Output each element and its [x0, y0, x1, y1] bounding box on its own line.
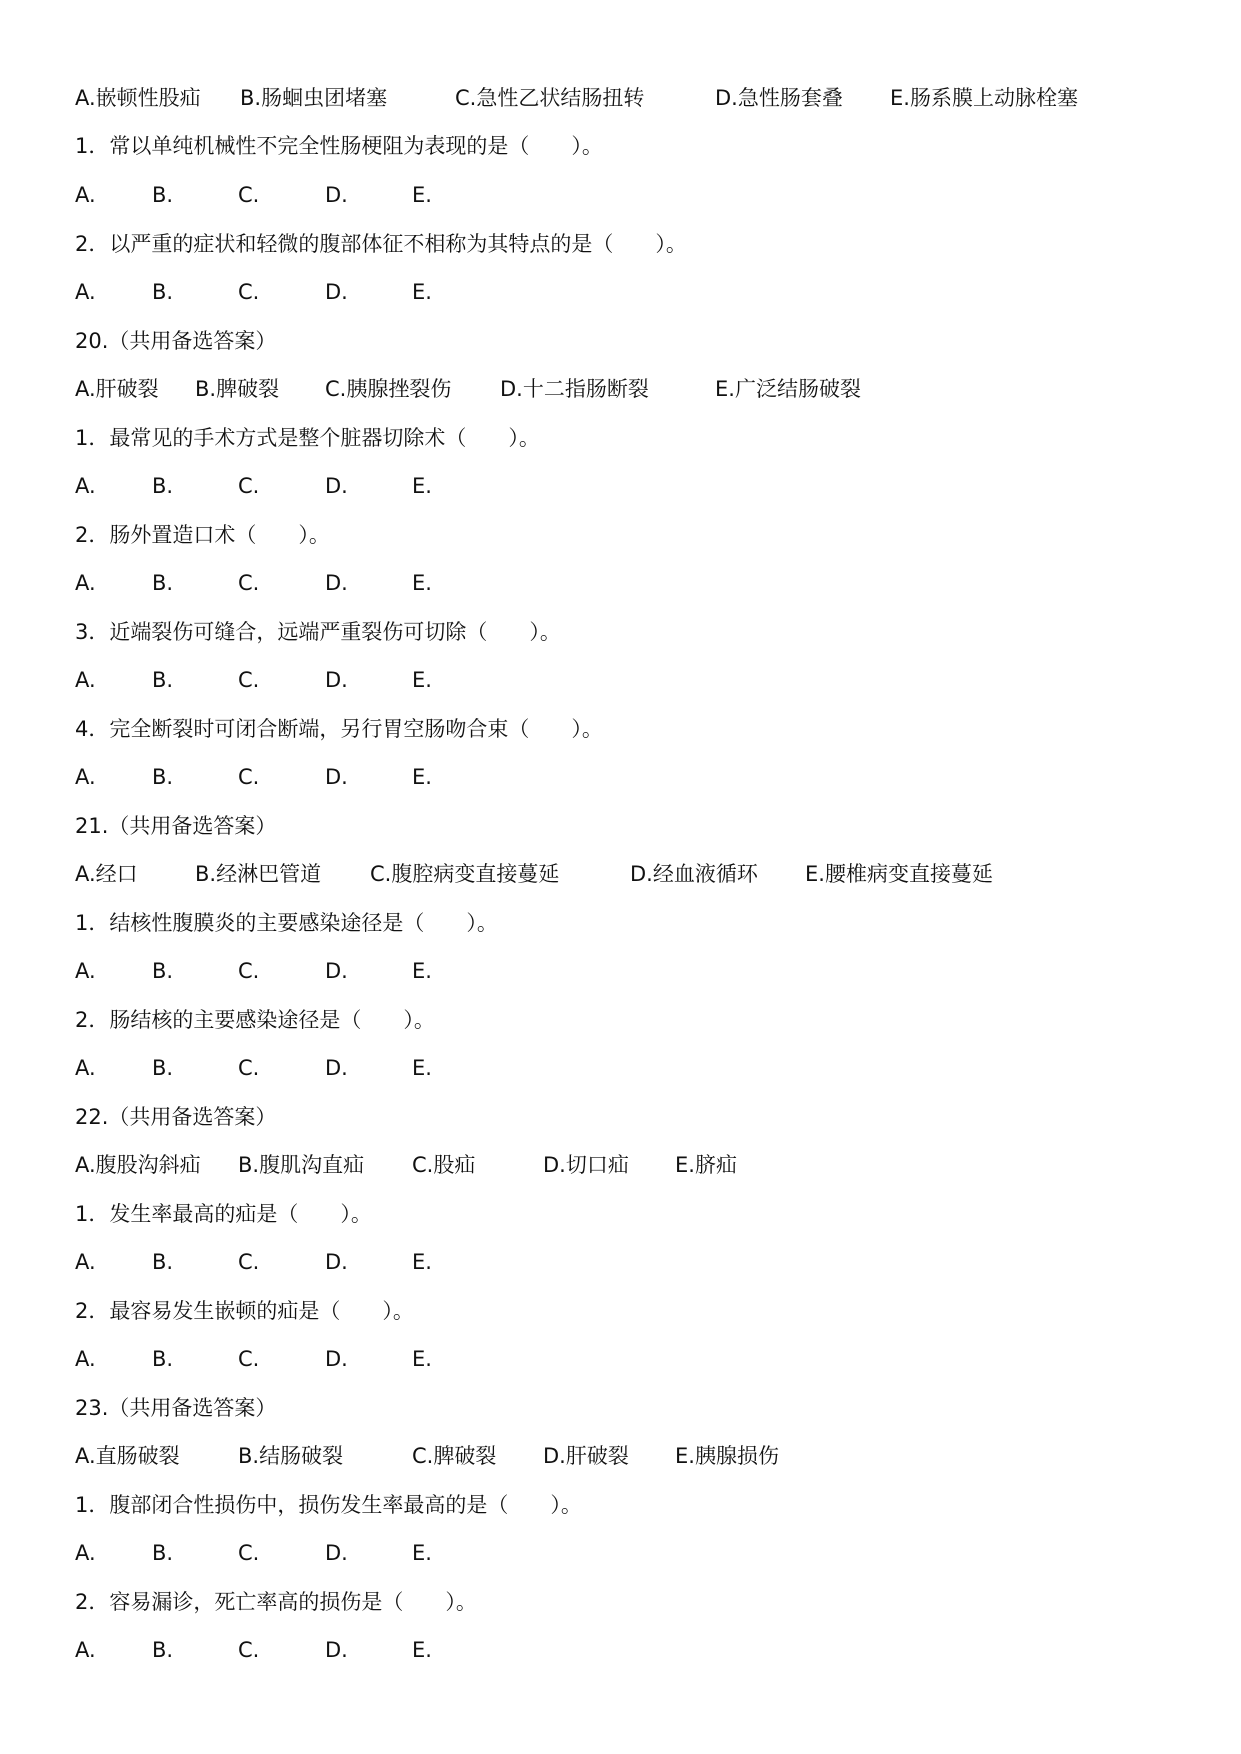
- choice-b[interactable]: B.: [152, 280, 174, 304]
- choice-d[interactable]: D.: [325, 959, 348, 983]
- choice-a[interactable]: A.: [75, 1638, 96, 1662]
- choice-b[interactable]: B.: [152, 1056, 174, 1080]
- choice-c[interactable]: C.: [238, 280, 260, 304]
- choice-e[interactable]: E.: [412, 1541, 432, 1565]
- choice-e[interactable]: E.: [412, 1056, 432, 1080]
- choice-e[interactable]: E.: [412, 474, 432, 498]
- choice-d[interactable]: D.: [325, 668, 348, 692]
- question-text: 1．结核性腹膜炎的主要感染途径是（ ）。: [75, 911, 498, 935]
- question-text: 1．发生率最高的疝是（ ）。: [75, 1202, 372, 1226]
- option-c: C.急性乙状结肠扭转: [455, 86, 645, 110]
- choice-a[interactable]: A.: [75, 765, 96, 789]
- choice-c[interactable]: C.: [238, 1541, 260, 1565]
- choice-c[interactable]: C.: [238, 959, 260, 983]
- option-b: B.脾破裂: [195, 377, 280, 401]
- choice-b[interactable]: B.: [152, 1347, 174, 1371]
- choice-d[interactable]: D.: [325, 571, 348, 595]
- option-d: D.肝破裂: [543, 1444, 629, 1468]
- option-b: B.经淋巴管道: [195, 862, 322, 886]
- option-e: E.脐疝: [675, 1153, 737, 1177]
- choice-e[interactable]: E.: [412, 765, 432, 789]
- choice-d[interactable]: D.: [325, 765, 348, 789]
- choice-a[interactable]: A.: [75, 1541, 96, 1565]
- choice-a[interactable]: A.: [75, 1056, 96, 1080]
- choice-c[interactable]: C.: [238, 1638, 260, 1662]
- choice-b[interactable]: B.: [152, 668, 174, 692]
- choice-a[interactable]: A.: [75, 1347, 96, 1371]
- choice-b[interactable]: B.: [152, 1250, 174, 1274]
- choice-d[interactable]: D.: [325, 1250, 348, 1274]
- choice-b[interactable]: B.: [152, 183, 174, 207]
- question-text: 4．完全断裂时可闭合断端，另行胃空肠吻合束（ ）。: [75, 717, 603, 741]
- option-d: D.十二指肠断裂: [500, 377, 649, 401]
- option-d: D.经血液循环: [630, 862, 758, 886]
- option-c: C.腹腔病变直接蔓延: [370, 862, 560, 886]
- choice-a[interactable]: A.: [75, 280, 96, 304]
- option-c: C.脾破裂: [412, 1444, 497, 1468]
- choice-e[interactable]: E.: [412, 280, 432, 304]
- option-c: C.股疝: [412, 1153, 476, 1177]
- question-text: 1．腹部闭合性损伤中，损伤发生率最高的是（ ）。: [75, 1493, 582, 1517]
- option-c: C.胰腺挫裂伤: [325, 377, 452, 401]
- choice-a[interactable]: A.: [75, 474, 96, 498]
- block-header: 23.（共用备选答案）: [75, 1396, 277, 1420]
- option-b: B.腹肌沟直疝: [238, 1153, 365, 1177]
- choice-e[interactable]: E.: [412, 668, 432, 692]
- question-text: 2．肠外置造口术（ ）。: [75, 523, 330, 547]
- question-text: 2．最容易发生嵌顿的疝是（ ）。: [75, 1299, 414, 1323]
- option-e: E.肠系膜上动脉栓塞: [890, 86, 1078, 110]
- question-text: 1．最常见的手术方式是整个脏器切除术（ ）。: [75, 426, 540, 450]
- choice-a[interactable]: A.: [75, 959, 96, 983]
- choice-b[interactable]: B.: [152, 1541, 174, 1565]
- choice-c[interactable]: C.: [238, 765, 260, 789]
- choice-c[interactable]: C.: [238, 1056, 260, 1080]
- choice-b[interactable]: B.: [152, 571, 174, 595]
- option-a: A.直肠破裂: [75, 1444, 180, 1468]
- choice-d[interactable]: D.: [325, 183, 348, 207]
- choice-c[interactable]: C.: [238, 668, 260, 692]
- option-b: B.肠蛔虫团堵塞: [240, 86, 388, 110]
- choice-d[interactable]: D.: [325, 474, 348, 498]
- choice-c[interactable]: C.: [238, 474, 260, 498]
- choice-e[interactable]: E.: [412, 183, 432, 207]
- choice-a[interactable]: A.: [75, 1250, 96, 1274]
- choice-c[interactable]: C.: [238, 183, 260, 207]
- choice-c[interactable]: C.: [238, 1347, 260, 1371]
- choice-e[interactable]: E.: [412, 1250, 432, 1274]
- choice-d[interactable]: D.: [325, 1056, 348, 1080]
- choice-b[interactable]: B.: [152, 1638, 174, 1662]
- choice-b[interactable]: B.: [152, 765, 174, 789]
- option-b: B.结肠破裂: [238, 1444, 344, 1468]
- choice-c[interactable]: C.: [238, 571, 260, 595]
- choice-e[interactable]: E.: [412, 959, 432, 983]
- option-d: D.切口疝: [543, 1153, 629, 1177]
- choice-b[interactable]: B.: [152, 959, 174, 983]
- option-e: E.腰椎病变直接蔓延: [805, 862, 993, 886]
- choice-a[interactable]: A.: [75, 183, 96, 207]
- option-a: A.嵌顿性股疝: [75, 86, 201, 110]
- choice-d[interactable]: D.: [325, 1347, 348, 1371]
- question-text: 2．肠结核的主要感染途径是（ ）。: [75, 1008, 435, 1032]
- choice-e[interactable]: E.: [412, 1638, 432, 1662]
- choice-d[interactable]: D.: [325, 1638, 348, 1662]
- choice-a[interactable]: A.: [75, 668, 96, 692]
- option-a: A.肝破裂: [75, 377, 159, 401]
- option-d: D.急性肠套叠: [715, 86, 843, 110]
- choice-d[interactable]: D.: [325, 1541, 348, 1565]
- choice-e[interactable]: E.: [412, 571, 432, 595]
- choice-b[interactable]: B.: [152, 474, 174, 498]
- block-header: 21.（共用备选答案）: [75, 814, 277, 838]
- option-e: E.胰腺损伤: [675, 1444, 779, 1468]
- option-e: E.广泛结肠破裂: [715, 377, 861, 401]
- choice-d[interactable]: D.: [325, 280, 348, 304]
- block-header: 22.（共用备选答案）: [75, 1105, 277, 1129]
- block-header: 20.（共用备选答案）: [75, 329, 277, 353]
- question-text: 1．常以单纯机械性不完全性肠梗阻为表现的是（ ）。: [75, 134, 603, 158]
- question-text: 2．以严重的症状和轻微的腹部体征不相称为其特点的是（ ）。: [75, 232, 687, 256]
- option-a: A.经口: [75, 862, 138, 886]
- question-text: 2．容易漏诊，死亡率高的损伤是（ ）。: [75, 1590, 477, 1614]
- option-a: A.腹股沟斜疝: [75, 1153, 201, 1177]
- choice-c[interactable]: C.: [238, 1250, 260, 1274]
- choice-e[interactable]: E.: [412, 1347, 432, 1371]
- question-text: 3．近端裂伤可缝合，远端严重裂伤可切除（ ）。: [75, 620, 561, 644]
- choice-a[interactable]: A.: [75, 571, 96, 595]
